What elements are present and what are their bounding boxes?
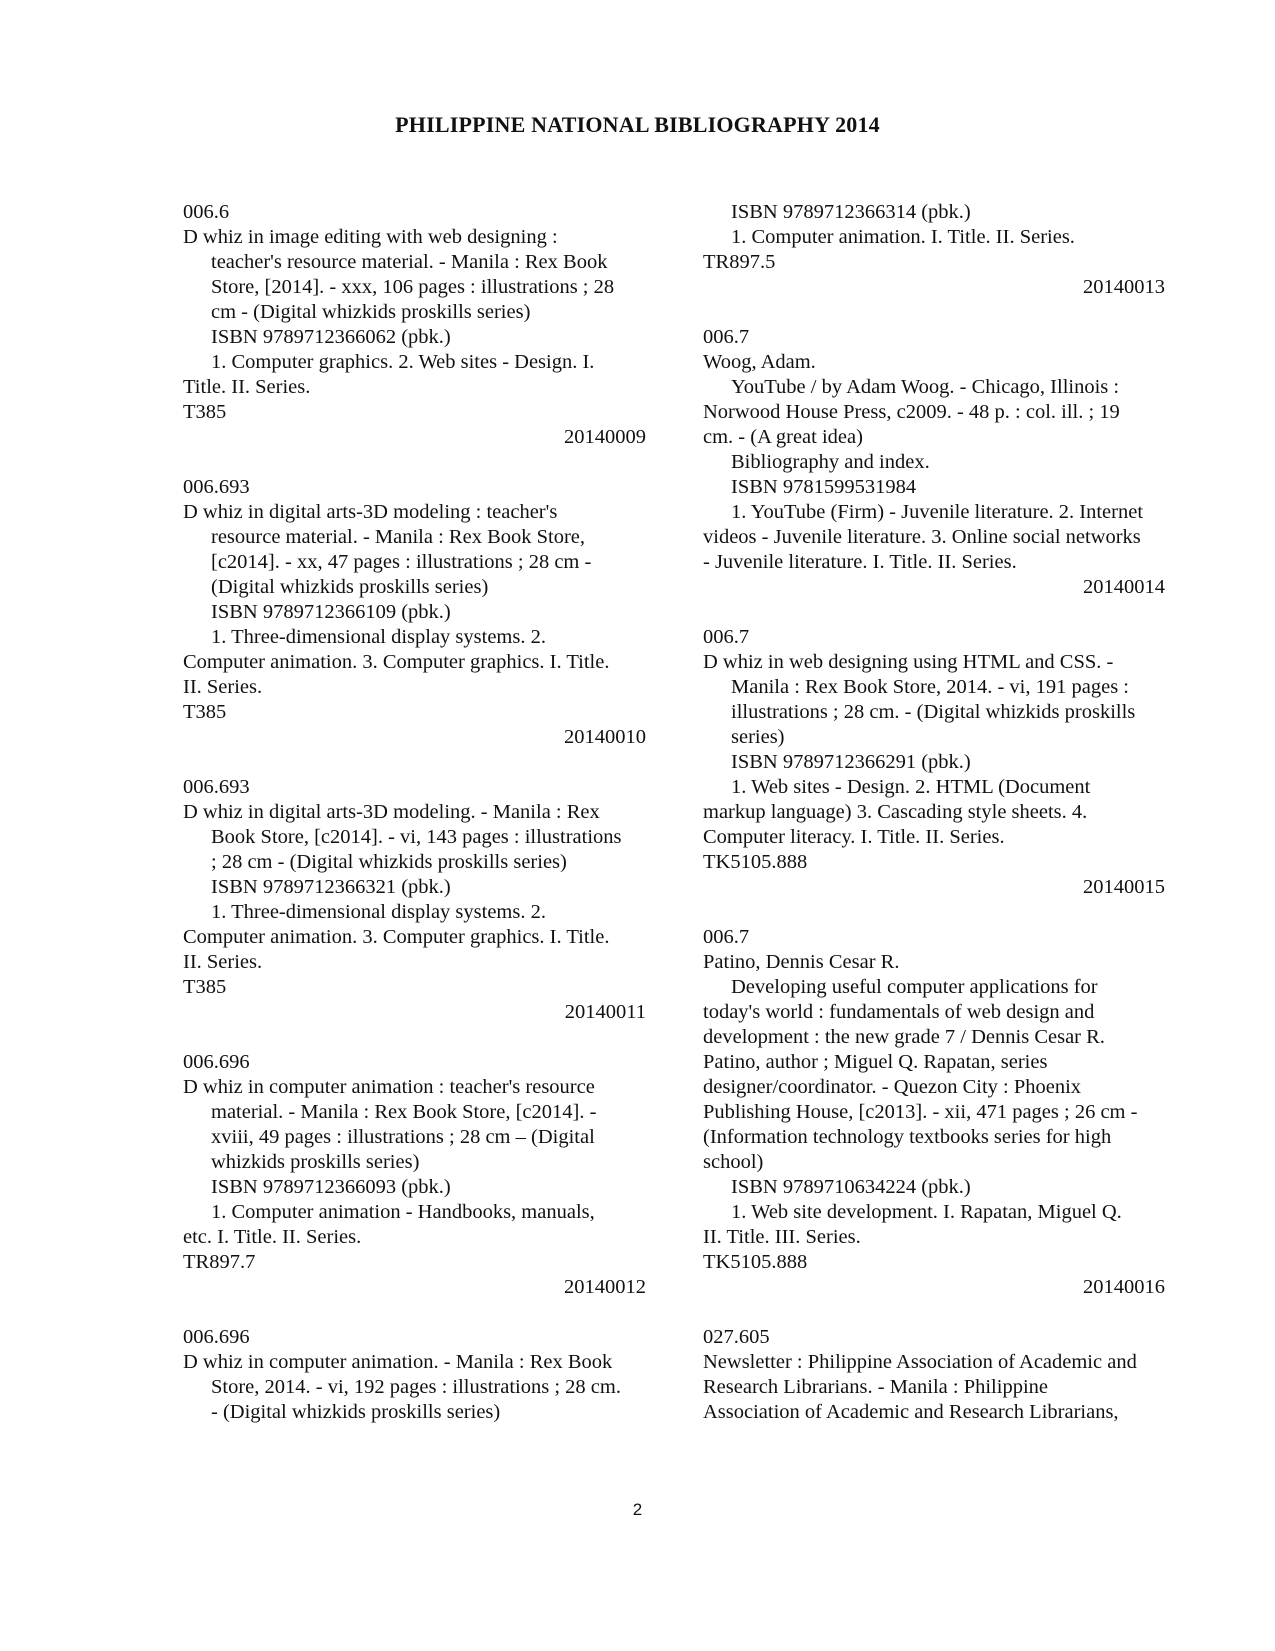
- entry-line: TK5105.888: [703, 1251, 808, 1273]
- entry-line: Newsletter : Philippine Association of Academic and: [703, 1351, 1137, 1373]
- entry-line: 1. Three-dimensional display systems. 2.: [211, 626, 546, 648]
- entry-line: Manila : Rex Book Store, 2014. - vi, 191 pages :: [731, 676, 1129, 698]
- entry-line: teacher's resource material. - Manila : Rex Book: [211, 251, 608, 273]
- page-title: PHILIPPINE NATIONAL BIBLIOGRAPHY 2014: [395, 112, 880, 137]
- entry-line: TR897.7: [183, 1251, 256, 1273]
- entry-line: markup language) 3. Cascading style sheets. 4.: [703, 801, 1088, 823]
- entry-line: (Digital whizkids proskills series): [211, 576, 489, 598]
- entry-line: 006.7: [703, 326, 750, 348]
- entry-line: D whiz in web designing using HTML and CSS. -: [703, 651, 1114, 673]
- entry-line: resource material. - Manila : Rex Book Store,: [211, 526, 586, 548]
- entry-line: Computer literacy. I. Title. II. Series.: [703, 826, 1005, 848]
- entry-line: ISBN 9789712366062 (pbk.): [211, 326, 451, 348]
- entry-line: II. Series.: [183, 951, 263, 973]
- entry-line: 027.605: [703, 1326, 770, 1348]
- entry-line: D whiz in image editing with web designing :: [183, 226, 558, 248]
- entry-line: II. Title. III. Series.: [703, 1226, 861, 1248]
- entry-line: Publishing House, [c2013]. - xii, 471 pages ; 26 cm -: [703, 1101, 1138, 1123]
- entry-line: Computer animation. 3. Computer graphics. I. Title.: [183, 926, 610, 948]
- entry-line: TK5105.888: [703, 851, 808, 873]
- entry-line: school): [703, 1151, 764, 1173]
- page-number: 2: [632, 1500, 643, 1519]
- entry-line: Norwood House Press, c2009. - 48 p. : col. ill. ; 19: [703, 401, 1120, 423]
- record-number: 20140011: [564, 1001, 646, 1023]
- entry-line: Computer animation. 3. Computer graphics. I. Title.: [183, 651, 610, 673]
- entry-line: ISBN 9789712366291 (pbk.): [731, 751, 971, 773]
- entry-line: Book Store, [c2014]. - vi, 143 pages : illustrations: [211, 826, 622, 848]
- entry-line: today's world : fundamentals of web design and: [703, 1001, 1095, 1023]
- entry-line: ISBN 9781599531984: [731, 476, 917, 498]
- entry-line: Association of Academic and Research Librarians,: [703, 1401, 1119, 1423]
- entry-line: cm. - (A great idea): [703, 426, 863, 448]
- entry-line: Title. II. Series.: [183, 376, 311, 398]
- entry-line: Bibliography and index.: [731, 451, 930, 473]
- record-number: 20140010: [564, 726, 646, 748]
- entry-line: 1. Computer animation. I. Title. II. Series.: [731, 226, 1075, 248]
- entry-line: series): [731, 726, 785, 748]
- entry-line: 006.696: [183, 1326, 250, 1348]
- entry-line: cm - (Digital whizkids proskills series): [211, 301, 531, 323]
- entry-line: - Juvenile literature. I. Title. II. Series.: [703, 551, 1017, 573]
- entry-line: whizkids proskills series): [211, 1151, 420, 1173]
- entry-line: development : the new grade 7 / Dennis Cesar R.: [703, 1026, 1105, 1048]
- entry-line: ISBN 9789710634224 (pbk.): [731, 1176, 971, 1198]
- entry-line: etc. I. Title. II. Series.: [183, 1226, 362, 1248]
- entry-line: 1. Web site development. I. Rapatan, Miguel Q.: [731, 1201, 1122, 1223]
- entry-line: Research Librarians. - Manila : Philippine: [703, 1376, 1048, 1398]
- entry-line: 1. Computer animation - Handbooks, manuals,: [211, 1201, 595, 1223]
- entry-line: - (Digital whizkids proskills series): [211, 1401, 501, 1423]
- entry-line: 1. Three-dimensional display systems. 2.: [211, 901, 546, 923]
- entry-line: D whiz in digital arts-3D modeling. - Manila : Rex: [183, 801, 600, 823]
- record-number: 20140014: [1083, 576, 1165, 598]
- entry-line: ISBN 9789712366314 (pbk.): [731, 201, 971, 223]
- entry-line: D whiz in computer animation. - Manila : Rex Book: [183, 1351, 613, 1373]
- entry-line: Patino, author ; Miguel Q. Rapatan, series: [703, 1051, 1048, 1073]
- record-number: 20140015: [1083, 876, 1165, 898]
- entry-line: 006.693: [183, 476, 250, 498]
- entry-line: II. Series.: [183, 676, 263, 698]
- entry-line: 1. Web sites - Design. 2. HTML (Document: [731, 776, 1091, 798]
- entry-line: 006.7: [703, 626, 750, 648]
- entry-line: videos - Juvenile literature. 3. Online social networks: [703, 526, 1141, 548]
- entry-line: ; 28 cm - (Digital whizkids proskills series): [211, 851, 567, 873]
- entry-line: Patino, Dennis Cesar R.: [703, 951, 900, 973]
- entry-line: designer/coordinator. - Quezon City : Phoenix: [703, 1076, 1082, 1098]
- entry-line: 1. Computer graphics. 2. Web sites - Design. I.: [211, 351, 595, 373]
- record-number: 20140009: [564, 426, 646, 448]
- record-number: 20140013: [1083, 276, 1165, 298]
- entry-line: [c2014]. - xx, 47 pages : illustrations ; 28 cm -: [211, 551, 592, 573]
- entry-line: D whiz in computer animation : teacher's resource: [183, 1076, 595, 1098]
- entry-line: ISBN 9789712366109 (pbk.): [211, 601, 451, 623]
- entry-line: YouTube / by Adam Woog. - Chicago, Illinois :: [731, 376, 1120, 398]
- entry-line: ISBN 9789712366093 (pbk.): [211, 1176, 451, 1198]
- entry-line: 006.7: [703, 926, 750, 948]
- entry-line: Developing useful computer applications for: [731, 976, 1098, 998]
- entry-line: 006.693: [183, 776, 250, 798]
- entry-line: Woog, Adam.: [703, 351, 816, 373]
- entry-line: 1. YouTube (Firm) - Juvenile literature. 2. Internet: [731, 501, 1144, 523]
- entry-line: xviii, 49 pages : illustrations ; 28 cm – (Digital: [211, 1126, 595, 1148]
- entry-line: 006.696: [183, 1051, 250, 1073]
- entry-line: TR897.5: [703, 251, 776, 273]
- entry-line: Store, [2014]. - xxx, 106 pages : illustrations ; 28: [211, 276, 615, 298]
- entry-line: T385: [183, 976, 227, 998]
- entry-line: Store, 2014. - vi, 192 pages : illustrations ; 28 cm.: [211, 1376, 621, 1398]
- entry-line: T385: [183, 401, 227, 423]
- entry-line: (Information technology textbooks series for high: [703, 1126, 1112, 1148]
- entry-line: material. - Manila : Rex Book Store, [c2014]. -: [211, 1101, 597, 1123]
- entry-line: illustrations ; 28 cm. - (Digital whizkids proskills: [731, 701, 1136, 723]
- entry-line: 006.6: [183, 201, 230, 223]
- entry-line: ISBN 9789712366321 (pbk.): [211, 876, 451, 898]
- record-number: 20140016: [1083, 1276, 1165, 1298]
- record-number: 20140012: [564, 1276, 646, 1298]
- entry-line: D whiz in digital arts-3D modeling : teacher's: [183, 501, 558, 523]
- entry-line: T385: [183, 701, 227, 723]
